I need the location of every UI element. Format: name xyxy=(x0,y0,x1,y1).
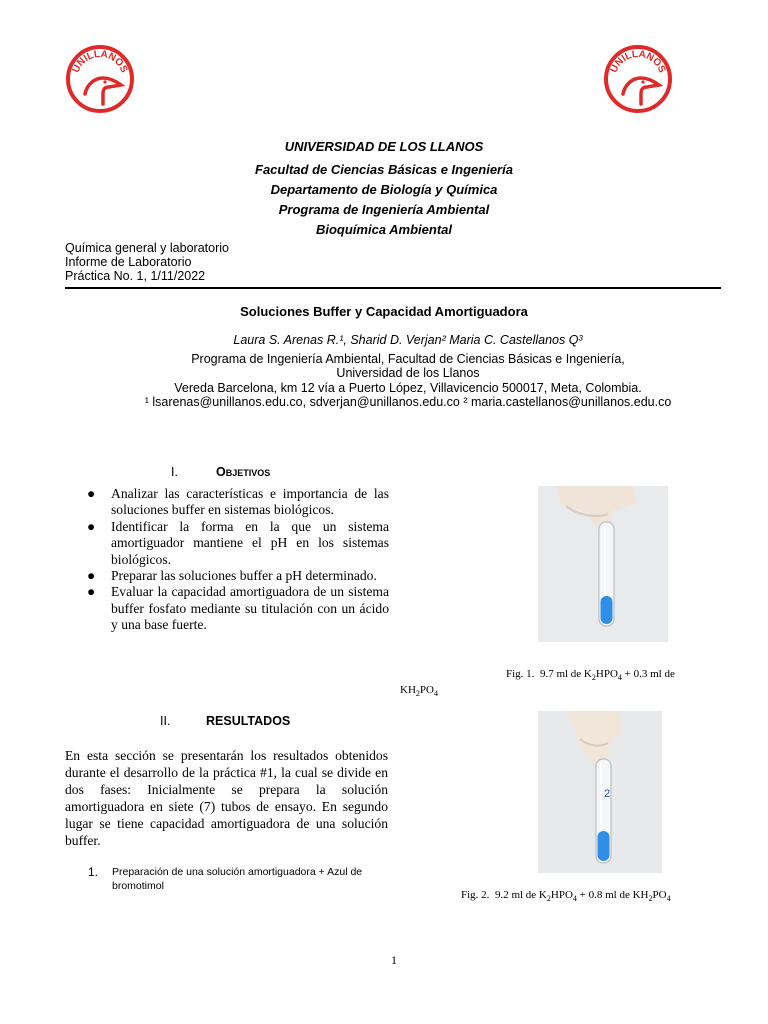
logo-text: UNILLANOS xyxy=(608,48,668,75)
objectives-list xyxy=(87,486,389,634)
figure1-caption-line2: $KH_2PO_4$ xyxy=(400,684,438,699)
program-name: Programa de Ingeniería Ambiental xyxy=(278,202,490,217)
subsection-number: 1. xyxy=(88,865,99,879)
authors: Laura S. Arenas R.¹, Sharid D. Verjan² Maria C. Castellanos Q³ xyxy=(233,333,583,347)
unillanos-logo-left xyxy=(65,44,135,114)
page-number: 1 xyxy=(391,953,397,967)
figure2-caption: Fig. 2. 9.2 ml de $K_2HPO_4 + 0.8$ ml de $KH_2PO_4$ xyxy=(461,889,671,904)
section2-number: II. xyxy=(160,714,171,728)
tube-label: 2 xyxy=(604,788,611,800)
department-name: Departamento de Biología y Química xyxy=(270,182,498,197)
course-name: Bioquímica Ambiental xyxy=(315,222,453,237)
logo-text: UNILLANOS xyxy=(70,48,130,75)
course-info-line1: Química general y laboratorio xyxy=(65,241,229,255)
university-name: UNIVERSIDAD DE LOS LLANOS xyxy=(284,139,484,154)
faculty-name: Facultad de Ciencias Básicas e Ingeniería xyxy=(255,162,513,177)
bullet-icon: ● xyxy=(87,518,96,534)
subsection-title: Preparación de una solución amortiguadora + Azul de bromotimol xyxy=(112,866,363,892)
course-info-line2: Informe de Laboratorio xyxy=(65,255,192,269)
figure2-photo xyxy=(538,711,662,873)
affiliation-line2: Universidad de los Llanos xyxy=(336,366,480,380)
objective-item: ● Evaluar la capacidad amortiguadora de un sistema buffer fosfato mediante su titulación con un ácido y una base fuerte. xyxy=(87,584,389,633)
section2-title: RESULTADOS xyxy=(206,714,291,728)
results-paragraph: En esta sección se presentarán los resultados obtenidos durante el desarrollo de la práctica #1, la cual se divide en dos fases: Inicialmente se prepara la solución amortiguadora en siete (7) tubos de ensayo. En segundo lugar se tiene capacidad amortiguadora de una solución buffer. xyxy=(65,748,388,848)
figure1-photo xyxy=(538,486,668,642)
objective-item: ● Preparar las soluciones buffer a pH determinado. xyxy=(87,568,377,584)
pelican-icon xyxy=(85,78,121,104)
header-rule xyxy=(65,287,721,289)
affiliation-line3: Vereda Barcelona, km 12 vía a Puerto López, Villavicencio 500017, Meta, Colombia. xyxy=(174,381,642,395)
unillanos-logo-right xyxy=(603,44,673,114)
affiliation-line1: Programa de Ingeniería Ambiental, Facultad de Ciencias Básicas e Ingeniería, xyxy=(191,352,625,366)
bullet-icon: ● xyxy=(87,584,96,600)
objective-item: ● Identificar la forma en la que un sistema amortiguador mantiene el pH en los sistemas biológicos. xyxy=(87,518,389,567)
objective-item: ● Analizar las características e importancia de las soluciones buffer en sistemas biológicos. xyxy=(87,486,389,518)
bullet-icon: ● xyxy=(87,568,96,584)
bullet-icon: ● xyxy=(87,486,96,501)
section1-title: Objetivos xyxy=(216,465,271,479)
paper-title: Soluciones Buffer y Capacidad Amortiguadora xyxy=(240,304,528,319)
section1-number: I. xyxy=(171,465,178,479)
course-info-line3: Práctica No. 1, 1/11/2022 xyxy=(65,269,206,283)
figure1-caption-line1: Fig. 1. 9.7 ml de $K_2HPO_4 + 0.3$ ml de xyxy=(506,668,675,683)
affiliation-emails: ¹ lsarenas@unillanos.edu.co, sdverjan@unillanos.edu.co ² maria.castellanos@unillanos.edu.co xyxy=(144,395,672,409)
pelican-icon xyxy=(623,78,659,104)
